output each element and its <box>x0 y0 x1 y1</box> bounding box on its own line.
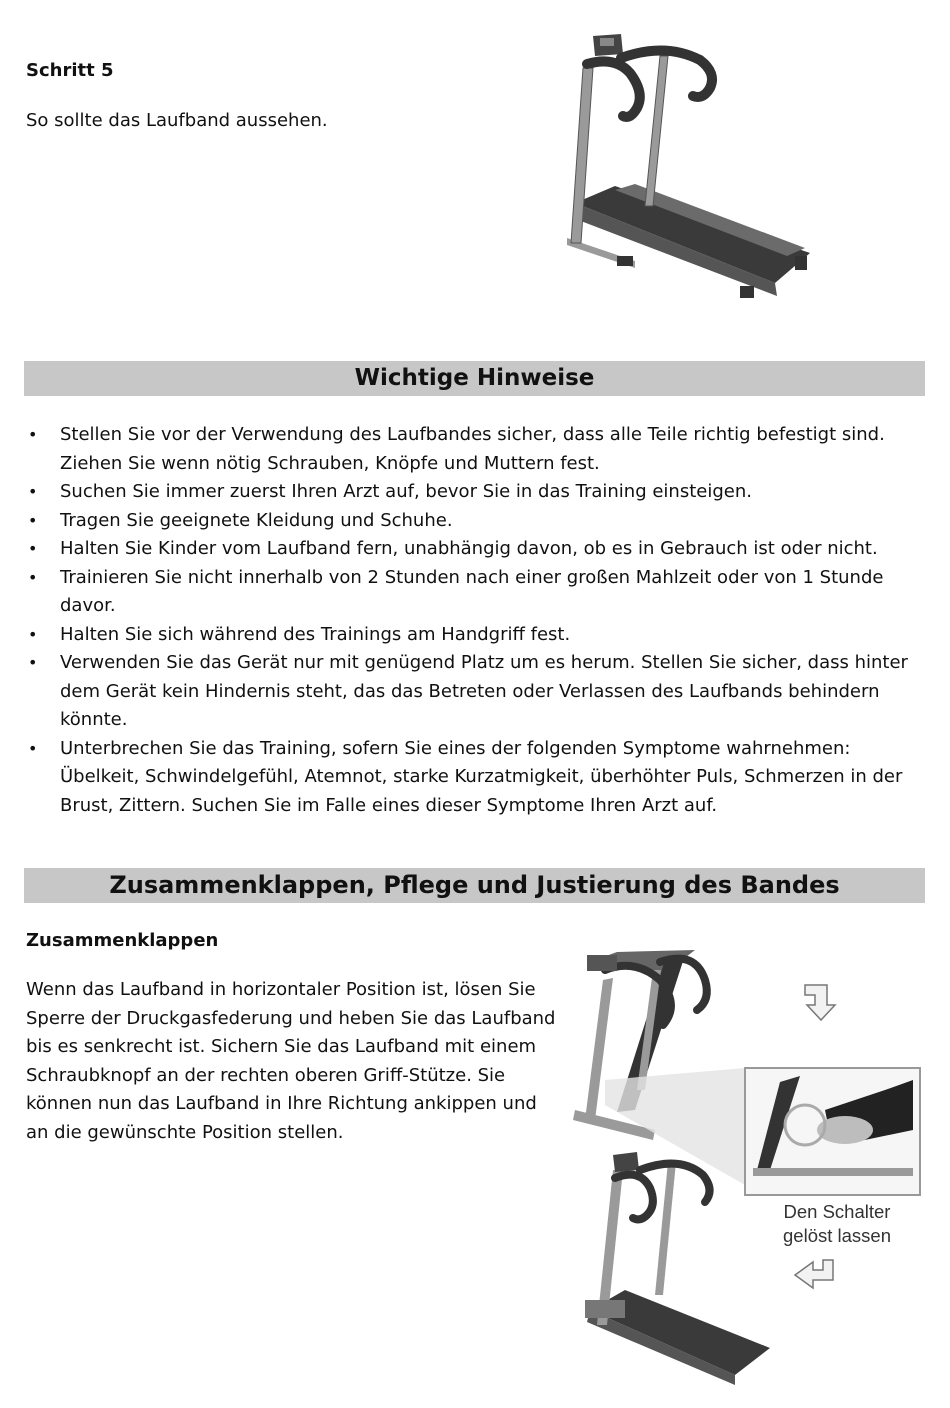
list-item: • Halten Sie sich während des Trainings am Handgriff fest. <box>28 621 918 650</box>
list-item: • Unterbrechen Sie das Training, sofern Sie eines der folgenden Symptome wahrnehmen: Übelkeit, Schwindelgefühl, Atemnot, starke Kurzatmigkeit, überhöhter Puls, Schmerzen in der Brust, Zittern. Suchen Sie im Falle eines dieser Symptome Ihren Arzt auf. <box>28 735 918 821</box>
folding-text: Wenn das Laufband in horizontaler Position ist, lösen Sie Sperre der Druckgasfederung und heben Sie das Laufband bis es senkrecht ist. Sichern Sie das Laufband mit einem Schraubknopf an der rechten oberen Griff-Stütze. Sie können nun das Laufband in Ihre Richtung ankippen und an die gewünschte Position stellen. <box>26 979 556 1143</box>
notes-list <box>28 421 918 820</box>
list-item: • Tragen Sie geeignete Kleidung und Schuhe. <box>28 507 918 536</box>
treadmill-illustration <box>555 28 825 308</box>
list-item: • Verwenden Sie das Gerät nur mit genügend Platz um es herum. Stellen Sie sicher, dass hinter dem Gerät kein Hindernis steht, das das Betreten oder Verlassen des Laufbands behindern könnte. <box>28 649 918 735</box>
folding-caption <box>752 1200 922 1248</box>
list-item: • Stellen Sie vor der Verwendung des Laufbandes sicher, dass alle Teile richtig befestigt sind. Ziehen Sie wenn nötig Schrauben, Knöpfe und Muttern fest. <box>28 421 918 478</box>
list-item: • Halten Sie Kinder vom Laufband fern, unabhängig davon, ob es in Gebrauch ist oder nicht. <box>28 535 918 564</box>
list-item: • Trainieren Sie nicht innerhalb von 2 Stunden nach einer großen Mahlzeit oder von 1 Stunde davor. <box>28 564 918 621</box>
folding-heading: Zusammenklappen, Pflege und Justierung des Bandes <box>24 868 925 903</box>
folding-subheading: Zusammenklappen <box>26 930 219 951</box>
list-item: • Suchen Sie immer zuerst Ihren Arzt auf, bevor Sie in das Training einsteigen. <box>28 478 918 507</box>
caption-line-2: gelöst lassen <box>783 1225 891 1246</box>
step-title: Schritt 5 <box>26 60 114 81</box>
caption-line-1: Den Schalter <box>783 1201 891 1222</box>
folding-illustration <box>565 930 930 1395</box>
notes-heading: Wichtige Hinweise <box>24 361 925 396</box>
step-text: So sollte das Laufband aussehen. <box>26 110 328 131</box>
